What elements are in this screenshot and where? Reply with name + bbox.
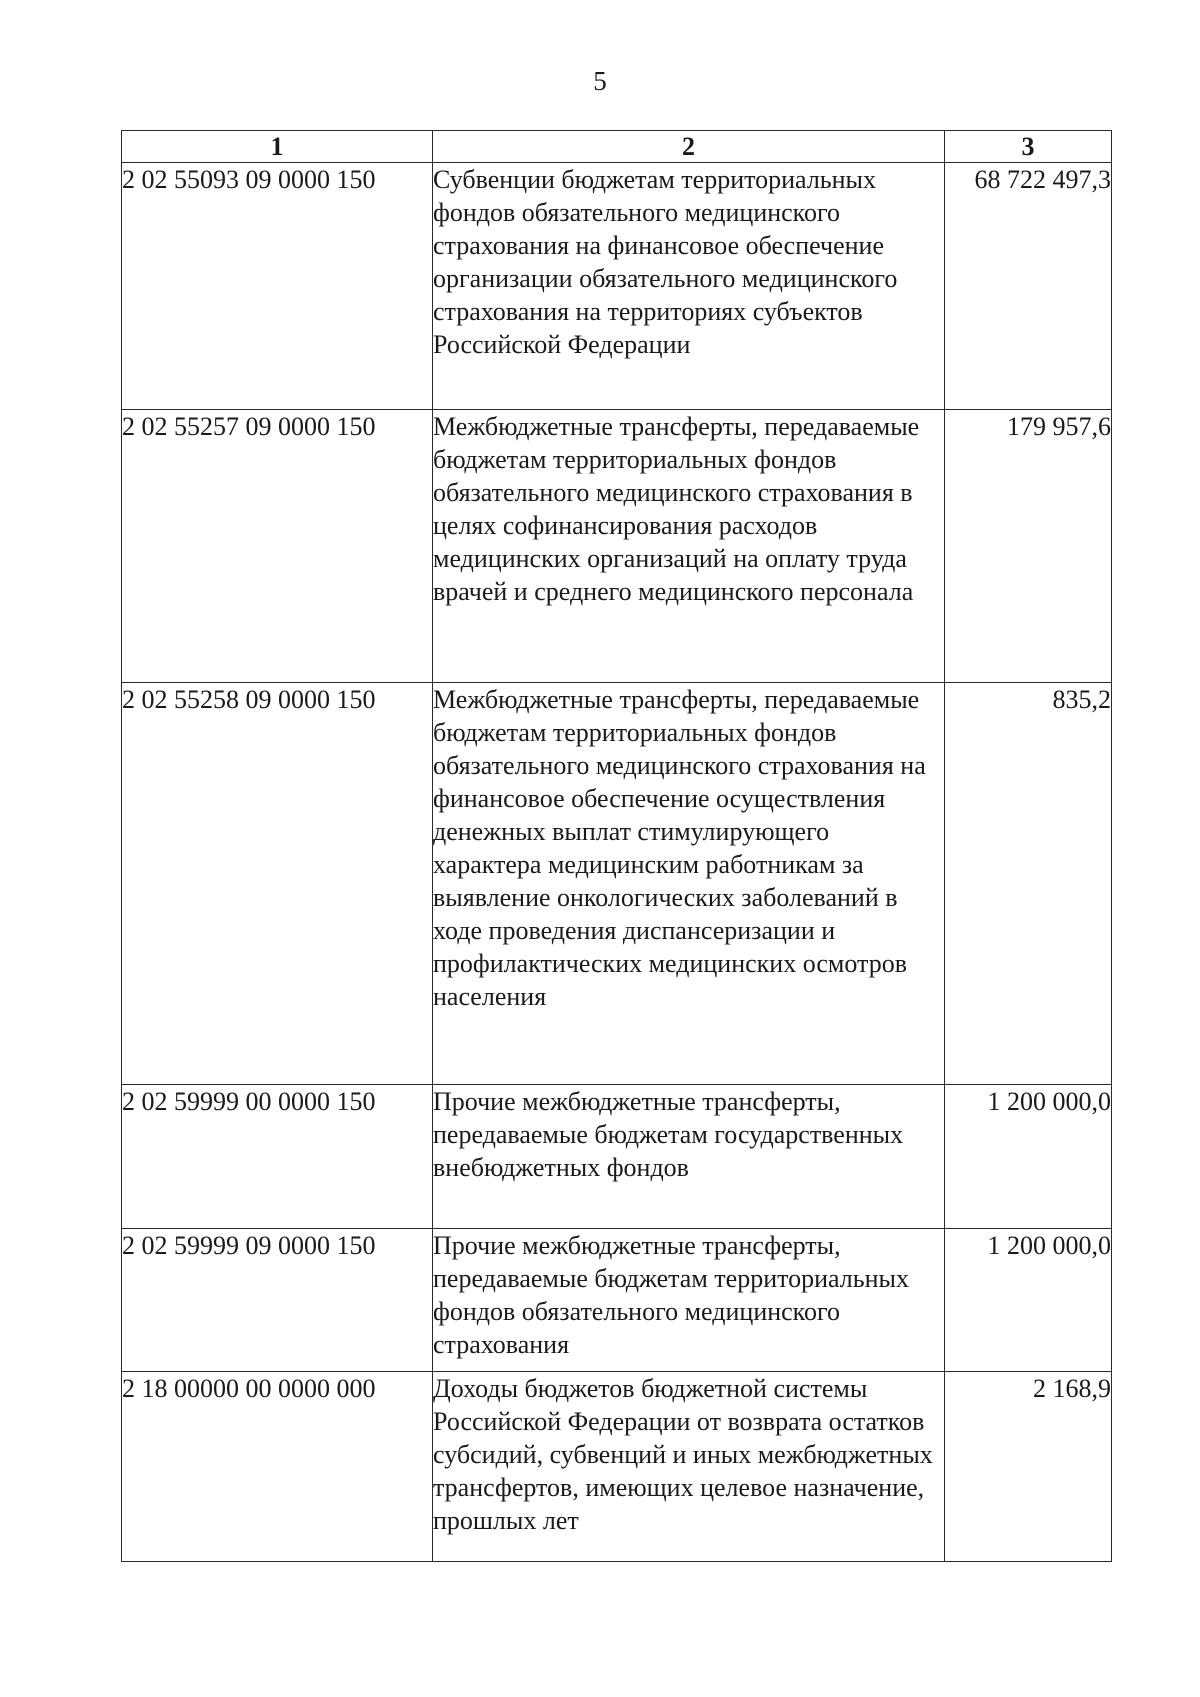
cell-amount: 835,2 bbox=[945, 683, 1112, 1085]
cell-amount: 1 200 000,0 bbox=[945, 1085, 1112, 1229]
cell-code: 2 18 00000 00 0000 000 bbox=[122, 1372, 433, 1562]
cell-description: Межбюджетные трансферты, передаваемые бюджетам территориальных фондов обязательного медицинского страхования в целях софинансирования расходов медицинских организаций на оплату труда врачей и среднего медицинского персонала bbox=[433, 410, 945, 683]
table-row bbox=[122, 410, 1112, 683]
table-row bbox=[122, 1229, 1112, 1372]
table-header-row bbox=[122, 131, 1112, 163]
table-header bbox=[122, 131, 1112, 163]
budget-revenue-table bbox=[121, 130, 1112, 1562]
column-header-description: 2 bbox=[433, 131, 945, 163]
cell-code: 2 02 55093 09 0000 150 bbox=[122, 163, 433, 410]
cell-description: Прочие межбюджетные трансферты, передаваемые бюджетам государственных внебюджетных фондов bbox=[433, 1085, 945, 1229]
column-header-code: 1 bbox=[122, 131, 433, 163]
cell-code: 2 02 59999 09 0000 150 bbox=[122, 1229, 433, 1372]
cell-amount: 2 168,9 bbox=[945, 1372, 1112, 1562]
table-row bbox=[122, 1372, 1112, 1562]
table-body bbox=[122, 163, 1112, 1562]
table-row bbox=[122, 163, 1112, 410]
cell-description: Межбюджетные трансферты, передаваемые бюджетам территориальных фондов обязательного медицинского страхования на финансовое обеспечение осуществления денежных выплат стимулирующего характера медицинским работникам за выявление онкологических заболеваний в ходе проведения диспансеризации и профилактических медицинских осмотров населения bbox=[433, 683, 945, 1085]
page-number: 5 bbox=[593, 66, 607, 96]
cell-description: Доходы бюджетов бюджетной системы Российской Федерации от возврата остатков субсидий, субвенций и иных межбюджетных трансфертов, имеющих целевое назначение, прошлых лет bbox=[433, 1372, 945, 1562]
table-row bbox=[122, 683, 1112, 1085]
cell-amount: 179 957,6 bbox=[945, 410, 1112, 683]
cell-code: 2 02 55258 09 0000 150 bbox=[122, 683, 433, 1085]
cell-code: 2 02 55257 09 0000 150 bbox=[122, 410, 433, 683]
cell-code: 2 02 59999 00 0000 150 bbox=[122, 1085, 433, 1229]
cell-amount: 68 722 497,3 bbox=[945, 163, 1112, 410]
cell-description: Субвенции бюджетам территориальных фондов обязательного медицинского страхования на финансовое обеспечение организации обязательного медицинского страхования на территориях субъектов Российской Федерации bbox=[433, 163, 945, 410]
table-row bbox=[122, 1085, 1112, 1229]
cell-description: Прочие межбюджетные трансферты, передаваемые бюджетам территориальных фондов обязательного медицинского страхования bbox=[433, 1229, 945, 1372]
cell-amount: 1 200 000,0 bbox=[945, 1229, 1112, 1372]
column-header-amount: 3 bbox=[945, 131, 1112, 163]
